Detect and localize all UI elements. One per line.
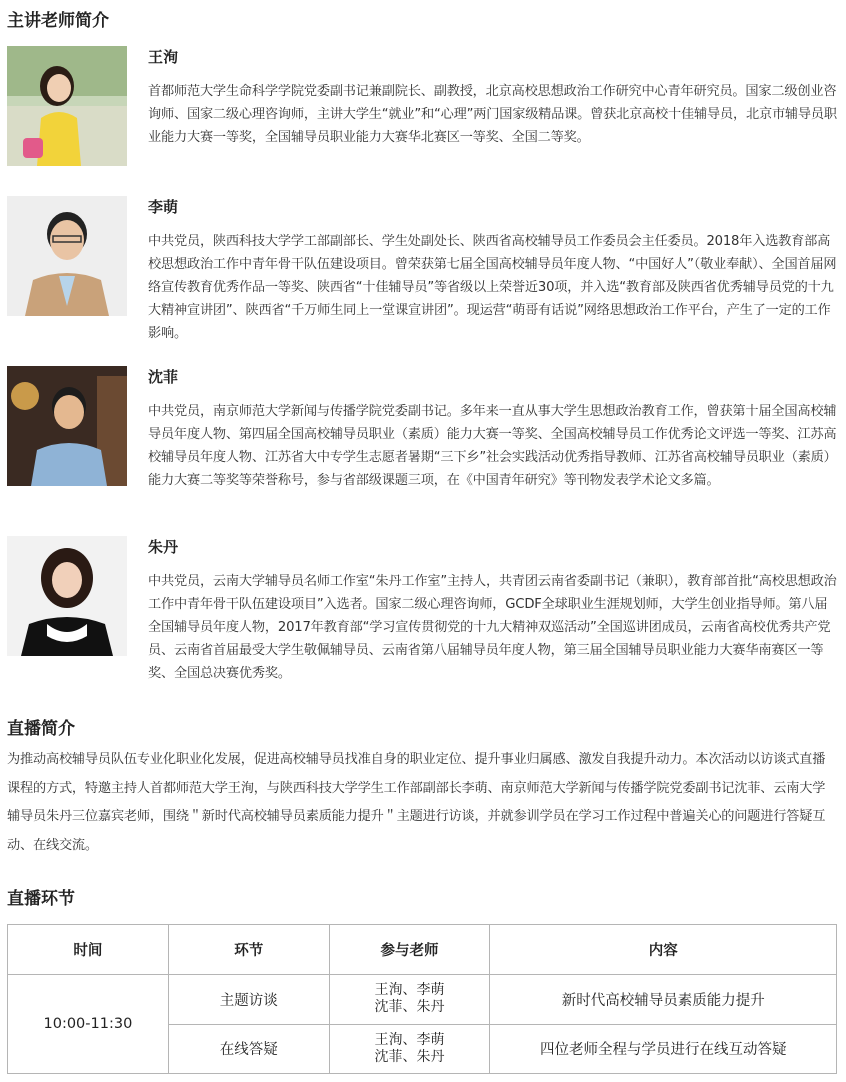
segment-cell: 在线答疑 (168, 1024, 329, 1074)
teachers-cell (329, 975, 490, 1025)
schedule-section-title: 直播环节 (7, 889, 75, 909)
teachers-section-title: 主讲老师简介 (7, 11, 109, 31)
teacher-photo (7, 366, 127, 486)
header-content: 内容 (490, 925, 837, 975)
teacher-bio: 中共党员，云南大学辅导员名师工作室“朱丹工作室”主持人，共青团云南省委副书记（兼职），教育部首批“高校思想政治工作中青年骨干队伍建设项目”入选者。国家二级心理咨询师，GCDF全球职业生涯规划师，大学生创业指导师。第八届全国辅导员年度人物，2017年教育部“学习宣传贯彻党的十九大精神双巡活动”全国巡讲团成员，云南省高校优秀共产党员、云南省首届最受大学生敬佩辅导员、云南省第八届辅导员年度人物，第三届全国辅导员职业能力大赛华南赛区一等奖、全国总决赛优秀奖。 (148, 574, 837, 681)
table-header-row (8, 925, 837, 975)
teachers-line: 王洵、李萌 (374, 982, 445, 999)
teacher-card (7, 46, 839, 171)
teacher-bio: 中共党员，南京师范大学新闻与传播学院党委副书记。多年来一直从事大学生思想政治教育工作，曾获第十届全国高校辅导员年度人物、第四届全国高校辅导员职业（素质）能力大赛一等奖、全国高校辅导员工作优秀论文评选一等奖、江苏高校辅导员年度人物、江苏省大中专学生志愿者暑期“三下乡”社会实践活动优秀指导教师、江苏省高校辅导员职业（素质）能力大赛二等奖等荣誉称号，参与省部级课题三项，在《中国青年研究》等刊物发表学术论文多篇。 (148, 404, 837, 488)
teacher-bio: 中共党员，陕西科技大学学工部副部长、学生处副处长、陕西省高校辅导员工作委员会主任委员。2018年入选教育部高校思想政治工作中青年骨干队伍建设项目。曾荣获第七届全国高校辅导员年度人物、“中国好人”（敬业奉献）、全国首届网络宣传教育优秀作品一等奖、陕西省“十佳辅导员”等省级以上荣誉近30项，并入选“教育部及陕西省优秀辅导员党的十九大精神宣讲团”、陕西省“千万师生同上一堂课宣讲团”。现运营“萌哥有话说”网络思想政治工作平台，产生了一定的工作影响。 (148, 234, 837, 341)
teachers-cell (329, 1024, 490, 1074)
teachers-line: 沈菲、朱丹 (374, 999, 445, 1016)
teacher-name: 朱丹 (148, 538, 179, 556)
teacher-photo (7, 196, 127, 316)
header-segment: 环节 (168, 925, 329, 975)
teacher-name: 王洵 (148, 48, 179, 66)
teachers-line: 沈菲、朱丹 (374, 1048, 445, 1065)
teacher-card (7, 196, 839, 341)
header-time: 时间 (8, 925, 169, 975)
teacher-card (7, 366, 839, 491)
teacher-name: 李萌 (148, 198, 179, 216)
table-row (8, 975, 837, 1025)
teacher-name: 沈菲 (148, 368, 179, 386)
segment-cell: 主题访谈 (168, 975, 329, 1025)
teacher-bio: 首都师范大学生命科学学院党委副书记兼副院长、副教授，北京高校思想政治工作研究中心青年研究员。国家二级创业咨询师、国家二级心理咨询师，主讲大学生“就业”和“心理”两门国家级精品课。曾获北京高校十佳辅导员，北京市辅导员职业能力大赛一等奖，全国辅导员职业能力大赛华北赛区一等奖、全国二等奖。 (148, 84, 837, 145)
header-teachers: 参与老师 (329, 925, 490, 975)
teachers-line: 王洵、李萌 (374, 1031, 445, 1048)
content-cell: 四位老师全程与学员进行在线互动答疑 (490, 1024, 837, 1074)
content-cell: 新时代高校辅导员素质能力提升 (490, 975, 837, 1025)
intro-section-title: 直播简介 (7, 719, 75, 739)
teacher-photo (7, 46, 127, 166)
intro-text: 为推动高校辅导员队伍专业化职业化发展，促进高校辅导员找准自身的职业定位、提升事业归属感、激发自我提升动力。本次活动以访谈式直播课程的方式，特邀主持人首都师范大学王洵，与陕西科技大学学生工作部副部长李萌、南京师范大学新闻与传播学院党委副书记沈菲、云南大学辅导员朱丹三位嘉宾老师，围绕＂新时代高校辅导员素质能力提升＂主题进行访谈，并就参训学员在学习工作过程中普遍关心的问题进行答疑互动、在线交流。 (7, 752, 826, 853)
teacher-card (7, 536, 839, 681)
schedule-table (7, 924, 837, 1074)
teacher-photo (7, 536, 127, 656)
time-cell: 10:00-11:30 (8, 975, 169, 1074)
